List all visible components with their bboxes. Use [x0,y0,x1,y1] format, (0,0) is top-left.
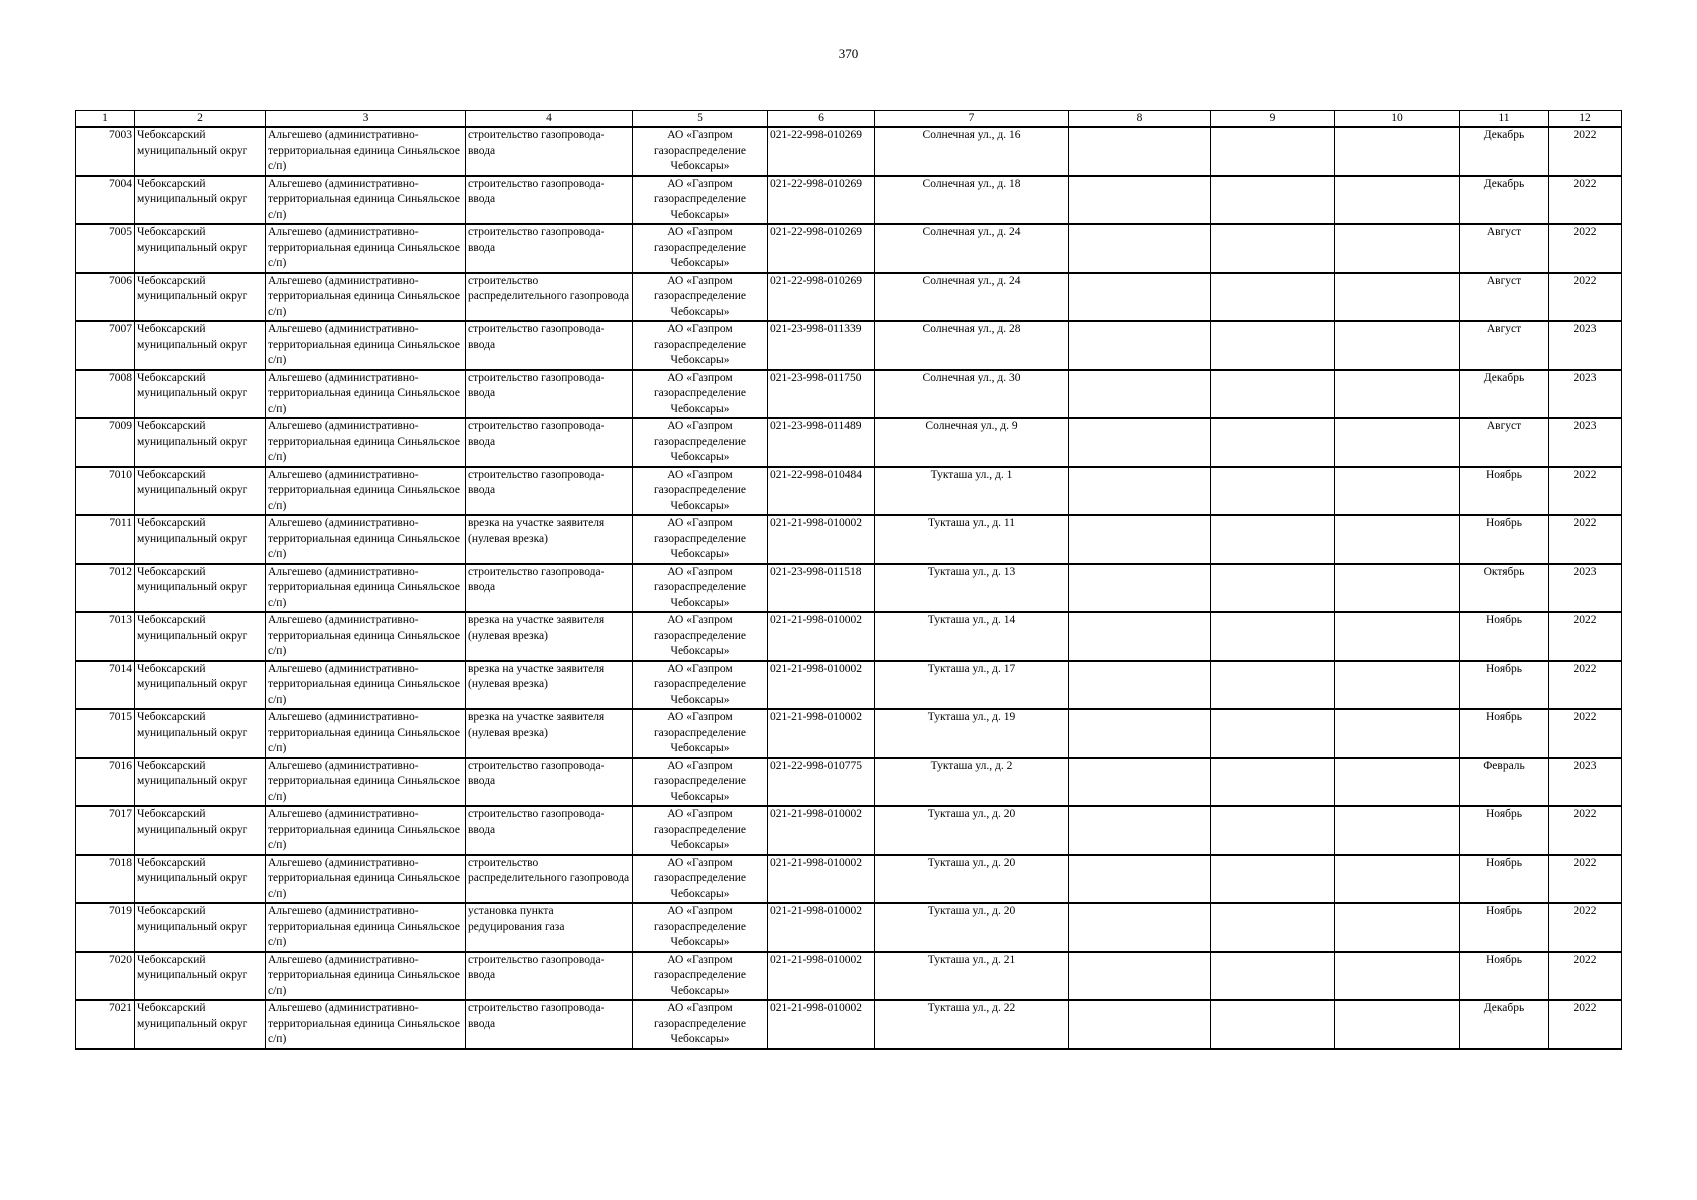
registry-table [75,110,1622,1050]
address-cell: Тукташа ул., д. 11 [875,515,1069,564]
table-row [76,1000,1622,1049]
year-cell: 2022 [1549,855,1622,904]
year-cell: 2022 [1549,1000,1622,1049]
row-number: 7019 [76,903,135,952]
column-8-cell [1069,758,1211,807]
column-8-cell [1069,1000,1211,1049]
address-cell: Тукташа ул., д. 20 [875,855,1069,904]
organization-cell: АО «Газпром газораспределение Чебоксары» [633,855,768,904]
table-row [76,709,1622,758]
project-code-cell: 021-22-998-010269 [768,224,875,273]
address-cell: Тукташа ул., д. 20 [875,806,1069,855]
year-cell: 2022 [1549,515,1622,564]
table-body [76,127,1622,1049]
work-type-cell: врезка на участке заявителя (нулевая врезка) [466,661,633,710]
year-cell: 2022 [1549,467,1622,516]
table-row [76,806,1622,855]
row-number: 7005 [76,224,135,273]
table-row [76,418,1622,467]
settlement-cell: Альгешево (административно-территориальная единица Синьяльское с/п) [266,952,466,1001]
project-code-cell: 021-22-998-010269 [768,273,875,322]
settlement-cell: Альгешево (административно-территориальная единица Синьяльское с/п) [266,661,466,710]
table-row [76,903,1622,952]
table-row [76,224,1622,273]
work-type-cell: строительство газопровода-ввода [466,564,633,613]
project-code-cell: 021-23-998-011518 [768,564,875,613]
address-cell: Тукташа ул., д. 17 [875,661,1069,710]
column-9-cell [1211,758,1335,807]
settlement-cell: Альгешево (административно-территориальная единица Синьяльское с/п) [266,1000,466,1049]
organization-cell: АО «Газпром газораспределение Чебоксары» [633,709,768,758]
month-cell: Август [1460,418,1549,467]
project-code-cell: 021-21-998-010002 [768,806,875,855]
organization-cell: АО «Газпром газораспределение Чебоксары» [633,224,768,273]
district-cell: Чебоксарский муниципальный округ [135,321,266,370]
column-10-cell [1335,903,1460,952]
month-cell: Ноябрь [1460,903,1549,952]
column-8-cell [1069,370,1211,419]
address-cell: Солнечная ул., д. 9 [875,418,1069,467]
table-row [76,661,1622,710]
column-10-cell [1335,661,1460,710]
year-cell: 2023 [1549,758,1622,807]
district-cell: Чебоксарский муниципальный округ [135,758,266,807]
address-cell: Тукташа ул., д. 21 [875,952,1069,1001]
address-cell: Солнечная ул., д. 28 [875,321,1069,370]
work-type-cell: врезка на участке заявителя (нулевая врезка) [466,612,633,661]
column-10-cell [1335,515,1460,564]
organization-cell: АО «Газпром газораспределение Чебоксары» [633,758,768,807]
district-cell: Чебоксарский муниципальный округ [135,273,266,322]
year-cell: 2022 [1549,176,1622,225]
organization-cell: АО «Газпром газораспределение Чебоксары» [633,321,768,370]
column-9-cell [1211,273,1335,322]
column-8-cell [1069,612,1211,661]
settlement-cell: Альгешево (административно-территориальная единица Синьяльское с/п) [266,127,466,176]
column-8-cell [1069,952,1211,1001]
district-cell: Чебоксарский муниципальный округ [135,515,266,564]
work-type-cell: строительство газопровода-ввода [466,806,633,855]
work-type-cell: установка пункта редуцирования газа [466,903,633,952]
project-code-cell: 021-21-998-010002 [768,612,875,661]
column-header: 11 [1460,111,1549,128]
column-header: 5 [633,111,768,128]
column-9-cell [1211,661,1335,710]
column-header: 8 [1069,111,1211,128]
district-cell: Чебоксарский муниципальный округ [135,467,266,516]
header-row [76,111,1622,128]
column-10-cell [1335,418,1460,467]
work-type-cell: врезка на участке заявителя (нулевая врезка) [466,515,633,564]
address-cell: Солнечная ул., д. 24 [875,273,1069,322]
year-cell: 2022 [1549,127,1622,176]
column-8-cell [1069,273,1211,322]
column-8-cell [1069,564,1211,613]
column-8-cell [1069,903,1211,952]
organization-cell: АО «Газпром газораспределение Чебоксары» [633,515,768,564]
row-number: 7013 [76,612,135,661]
column-8-cell [1069,418,1211,467]
row-number: 7014 [76,661,135,710]
project-code-cell: 021-21-998-010002 [768,855,875,904]
row-number: 7016 [76,758,135,807]
address-cell: Солнечная ул., д. 18 [875,176,1069,225]
address-cell: Тукташа ул., д. 19 [875,709,1069,758]
project-code-cell: 021-23-998-011339 [768,321,875,370]
settlement-cell: Альгешево (административно-территориальная единица Синьяльское с/п) [266,806,466,855]
settlement-cell: Альгешево (административно-территориальная единица Синьяльское с/п) [266,418,466,467]
row-number: 7021 [76,1000,135,1049]
address-cell: Солнечная ул., д. 30 [875,370,1069,419]
organization-cell: АО «Газпром газораспределение Чебоксары» [633,612,768,661]
row-number: 7020 [76,952,135,1001]
settlement-cell: Альгешево (административно-территориальная единица Синьяльское с/п) [266,758,466,807]
month-cell: Февраль [1460,758,1549,807]
row-number: 7009 [76,418,135,467]
table-row [76,952,1622,1001]
organization-cell: АО «Газпром газораспределение Чебоксары» [633,370,768,419]
year-cell: 2023 [1549,564,1622,613]
district-cell: Чебоксарский муниципальный округ [135,661,266,710]
district-cell: Чебоксарский муниципальный округ [135,127,266,176]
project-code-cell: 021-21-998-010002 [768,661,875,710]
row-number: 7007 [76,321,135,370]
column-9-cell [1211,709,1335,758]
column-header: 2 [135,111,266,128]
address-cell: Тукташа ул., д. 22 [875,1000,1069,1049]
column-8-cell [1069,515,1211,564]
column-10-cell [1335,1000,1460,1049]
column-9-cell [1211,806,1335,855]
settlement-cell: Альгешево (административно-территориальная единица Синьяльское с/п) [266,855,466,904]
column-9-cell [1211,224,1335,273]
address-cell: Солнечная ул., д. 16 [875,127,1069,176]
table-row [76,564,1622,613]
district-cell: Чебоксарский муниципальный округ [135,612,266,661]
column-8-cell [1069,855,1211,904]
column-9-cell [1211,176,1335,225]
month-cell: Ноябрь [1460,709,1549,758]
month-cell: Ноябрь [1460,661,1549,710]
district-cell: Чебоксарский муниципальный округ [135,952,266,1001]
month-cell: Август [1460,224,1549,273]
district-cell: Чебоксарский муниципальный округ [135,418,266,467]
row-number: 7010 [76,467,135,516]
organization-cell: АО «Газпром газораспределение Чебоксары» [633,127,768,176]
table-row [76,855,1622,904]
column-9-cell [1211,564,1335,613]
column-header: 1 [76,111,135,128]
month-cell: Декабрь [1460,176,1549,225]
year-cell: 2023 [1549,418,1622,467]
column-header: 10 [1335,111,1460,128]
work-type-cell: строительство газопровода-ввода [466,952,633,1001]
column-9-cell [1211,418,1335,467]
month-cell: Октябрь [1460,564,1549,613]
column-8-cell [1069,224,1211,273]
month-cell: Август [1460,321,1549,370]
district-cell: Чебоксарский муниципальный округ [135,176,266,225]
month-cell: Ноябрь [1460,612,1549,661]
work-type-cell: строительство газопровода-ввода [466,127,633,176]
work-type-cell: строительство распределительного газопровода [466,855,633,904]
column-header: 6 [768,111,875,128]
year-cell: 2022 [1549,709,1622,758]
row-number: 7006 [76,273,135,322]
column-8-cell [1069,127,1211,176]
district-cell: Чебоксарский муниципальный округ [135,370,266,419]
table-row [76,467,1622,516]
column-9-cell [1211,127,1335,176]
district-cell: Чебоксарский муниципальный округ [135,224,266,273]
settlement-cell: Альгешево (административно-территориальная единица Синьяльское с/п) [266,564,466,613]
project-code-cell: 021-21-998-010002 [768,903,875,952]
column-10-cell [1335,127,1460,176]
address-cell: Солнечная ул., д. 24 [875,224,1069,273]
organization-cell: АО «Газпром газораспределение Чебоксары» [633,273,768,322]
column-9-cell [1211,1000,1335,1049]
settlement-cell: Альгешево (административно-территориальная единица Синьяльское с/п) [266,709,466,758]
column-10-cell [1335,952,1460,1001]
project-code-cell: 021-22-998-010775 [768,758,875,807]
column-10-cell [1335,370,1460,419]
project-code-cell: 021-21-998-010002 [768,952,875,1001]
project-code-cell: 021-22-998-010484 [768,467,875,516]
column-10-cell [1335,612,1460,661]
settlement-cell: Альгешево (административно-территориальная единица Синьяльское с/п) [266,321,466,370]
district-cell: Чебоксарский муниципальный округ [135,903,266,952]
work-type-cell: строительство газопровода-ввода [466,467,633,516]
table-row [76,758,1622,807]
column-9-cell [1211,903,1335,952]
column-10-cell [1335,855,1460,904]
column-10-cell [1335,806,1460,855]
column-10-cell [1335,709,1460,758]
year-cell: 2022 [1549,952,1622,1001]
column-9-cell [1211,855,1335,904]
row-number: 7011 [76,515,135,564]
district-cell: Чебоксарский муниципальный округ [135,855,266,904]
organization-cell: АО «Газпром газораспределение Чебоксары» [633,564,768,613]
column-9-cell [1211,370,1335,419]
district-cell: Чебоксарский муниципальный округ [135,709,266,758]
project-code-cell: 021-21-998-010002 [768,709,875,758]
month-cell: Ноябрь [1460,515,1549,564]
column-10-cell [1335,758,1460,807]
work-type-cell: строительство газопровода-ввода [466,370,633,419]
row-number: 7015 [76,709,135,758]
work-type-cell: строительство распределительного газопровода [466,273,633,322]
work-type-cell: строительство газопровода-ввода [466,224,633,273]
column-8-cell [1069,709,1211,758]
project-code-cell: 021-22-998-010269 [768,176,875,225]
address-cell: Тукташа ул., д. 14 [875,612,1069,661]
column-10-cell [1335,564,1460,613]
project-code-cell: 021-21-998-010002 [768,1000,875,1049]
month-cell: Декабрь [1460,370,1549,419]
settlement-cell: Альгешево (административно-территориальная единица Синьяльское с/п) [266,176,466,225]
row-number: 7017 [76,806,135,855]
organization-cell: АО «Газпром газораспределение Чебоксары» [633,806,768,855]
work-type-cell: строительство газопровода-ввода [466,758,633,807]
table-row [76,612,1622,661]
column-10-cell [1335,273,1460,322]
settlement-cell: Альгешево (административно-территориальная единица Синьяльское с/п) [266,370,466,419]
year-cell: 2022 [1549,224,1622,273]
settlement-cell: Альгешево (административно-территориальная единица Синьяльское с/п) [266,467,466,516]
table-row [76,321,1622,370]
district-cell: Чебоксарский муниципальный округ [135,806,266,855]
settlement-cell: Альгешево (административно-территориальная единица Синьяльское с/п) [266,612,466,661]
column-10-cell [1335,467,1460,516]
column-header: 12 [1549,111,1622,128]
page-number: 370 [838,46,859,61]
column-9-cell [1211,515,1335,564]
work-type-cell: строительство газопровода-ввода [466,321,633,370]
month-cell: Ноябрь [1460,952,1549,1001]
column-8-cell [1069,321,1211,370]
organization-cell: АО «Газпром газораспределение Чебоксары» [633,467,768,516]
settlement-cell: Альгешево (административно-территориальная единица Синьяльское с/п) [266,224,466,273]
table-row [76,176,1622,225]
column-8-cell [1069,661,1211,710]
column-header: 3 [266,111,466,128]
row-number: 7018 [76,855,135,904]
year-cell: 2023 [1549,370,1622,419]
month-cell: Ноябрь [1460,467,1549,516]
organization-cell: АО «Газпром газораспределение Чебоксары» [633,661,768,710]
table-row [76,370,1622,419]
work-type-cell: врезка на участке заявителя (нулевая врезка) [466,709,633,758]
column-9-cell [1211,952,1335,1001]
row-number: 7008 [76,370,135,419]
project-code-cell: 021-22-998-010269 [768,127,875,176]
district-cell: Чебоксарский муниципальный округ [135,564,266,613]
column-header: 4 [466,111,633,128]
month-cell: Август [1460,273,1549,322]
table-row [76,127,1622,176]
year-cell: 2022 [1549,273,1622,322]
column-9-cell [1211,612,1335,661]
project-code-cell: 021-21-998-010002 [768,515,875,564]
column-8-cell [1069,467,1211,516]
organization-cell: АО «Газпром газораспределение Чебоксары» [633,952,768,1001]
column-header: 9 [1211,111,1335,128]
table-row [76,273,1622,322]
year-cell: 2023 [1549,321,1622,370]
address-cell: Тукташа ул., д. 2 [875,758,1069,807]
work-type-cell: строительство газопровода-ввода [466,1000,633,1049]
month-cell: Декабрь [1460,127,1549,176]
column-10-cell [1335,176,1460,225]
organization-cell: АО «Газпром газораспределение Чебоксары» [633,903,768,952]
organization-cell: АО «Газпром газораспределение Чебоксары» [633,176,768,225]
address-cell: Тукташа ул., д. 13 [875,564,1069,613]
month-cell: Декабрь [1460,1000,1549,1049]
column-10-cell [1335,321,1460,370]
organization-cell: АО «Газпром газораспределение Чебоксары» [633,418,768,467]
column-header: 7 [875,111,1069,128]
year-cell: 2022 [1549,806,1622,855]
settlement-cell: Альгешево (административно-территориальная единица Синьяльское с/п) [266,273,466,322]
organization-cell: АО «Газпром газораспределение Чебоксары» [633,1000,768,1049]
table-header [76,111,1622,128]
district-cell: Чебоксарский муниципальный округ [135,1000,266,1049]
year-cell: 2022 [1549,903,1622,952]
work-type-cell: строительство газопровода-ввода [466,176,633,225]
column-10-cell [1335,224,1460,273]
column-8-cell [1069,806,1211,855]
address-cell: Тукташа ул., д. 20 [875,903,1069,952]
work-type-cell: строительство газопровода-ввода [466,418,633,467]
column-8-cell [1069,176,1211,225]
month-cell: Ноябрь [1460,855,1549,904]
row-number: 7012 [76,564,135,613]
column-9-cell [1211,467,1335,516]
row-number: 7004 [76,176,135,225]
project-code-cell: 021-23-998-011489 [768,418,875,467]
year-cell: 2022 [1549,612,1622,661]
project-code-cell: 021-23-998-011750 [768,370,875,419]
month-cell: Ноябрь [1460,806,1549,855]
column-9-cell [1211,321,1335,370]
table-row [76,515,1622,564]
settlement-cell: Альгешево (административно-территориальная единица Синьяльское с/п) [266,515,466,564]
settlement-cell: Альгешево (административно-территориальная единица Синьяльское с/п) [266,903,466,952]
year-cell: 2022 [1549,661,1622,710]
row-number: 7003 [76,127,135,176]
address-cell: Тукташа ул., д. 1 [875,467,1069,516]
